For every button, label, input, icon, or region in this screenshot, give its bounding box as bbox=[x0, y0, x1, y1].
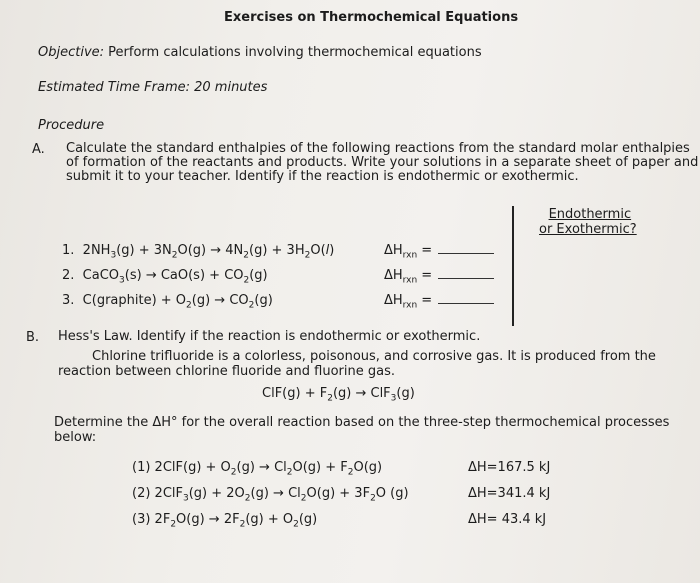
step-1-label: (1) bbox=[132, 460, 151, 475]
reaction-2-dh: $\Delta H_{rxn}$ = bbox=[384, 268, 494, 286]
dh-symbol: ΔH bbox=[384, 293, 403, 308]
objective-label: Objective: bbox=[38, 45, 105, 60]
step-3-dh: ΔH= 43.4 kJ bbox=[468, 512, 547, 527]
overall-reaction: $ClF(g) + F_2(g) \to ClF_3(g)$ bbox=[262, 386, 415, 404]
time-frame: Estimated Time Frame: 20 minutes bbox=[38, 80, 268, 95]
dh-subscript: rxn bbox=[402, 250, 418, 261]
step-2-dh: ΔH=341.4 kJ bbox=[468, 486, 551, 501]
reaction-2-num: 2. bbox=[62, 268, 75, 283]
determine-line-2: below: bbox=[54, 430, 97, 445]
dh-symbol: ΔH bbox=[384, 243, 403, 258]
answer-blank-2[interactable] bbox=[438, 268, 494, 279]
answer-blank-3[interactable] bbox=[438, 293, 494, 304]
reaction-3: 3. C(graphite) + $O_2(g) \to CO_2(g)$ bbox=[62, 293, 273, 311]
step-2-label: (2) bbox=[132, 486, 151, 501]
or-exothermic-label: or Exothermic? bbox=[539, 222, 637, 237]
section-a-letter: A. bbox=[32, 142, 45, 157]
section-b-letter: B. bbox=[26, 330, 40, 345]
dh-symbol: ΔH bbox=[384, 268, 403, 283]
objective bbox=[38, 45, 482, 60]
endo-exo-header bbox=[539, 207, 637, 237]
step-3-label: (3) bbox=[132, 512, 151, 527]
reaction-1-num: 1. bbox=[62, 243, 75, 258]
step-1-dh: ΔH=167.5 kJ bbox=[468, 460, 551, 475]
procedure-heading: Procedure bbox=[38, 118, 105, 133]
determine-line-1: Determine the ΔH° for the overall reaction based on the three-step thermochemical processes bbox=[54, 415, 670, 430]
endothermic-label: Endothermic bbox=[548, 207, 632, 222]
page-title: Exercises on Thermochemical Equations bbox=[224, 10, 519, 25]
section-a-line-2: of formation of the reactants and products. Write your solutions in a separate sheet of paper and bbox=[66, 155, 699, 170]
divider-line bbox=[512, 206, 514, 326]
reaction-2: 2. CaCO$_3$(s) → $CaO(s) + CO_2(g)$ bbox=[62, 268, 268, 286]
objective-text: Perform calculations involving thermochemical equations bbox=[108, 45, 482, 60]
section-b-line-2: reaction between chlorine fluoride and fluorine gas. bbox=[58, 364, 395, 379]
dh-subscript: rxn bbox=[402, 275, 418, 286]
section-b-line-1: Chlorine trifluoride is a colorless, poisonous, and corrosive gas. It is produced from the bbox=[92, 349, 656, 364]
dh-subscript: rxn bbox=[402, 300, 418, 311]
reaction-3-num: 3. bbox=[62, 293, 75, 308]
step-3: (3) $2F_2O(g) \to 2F_2(g) + O_2(g)$ bbox=[132, 512, 318, 530]
section-b-heading: Hess's Law. Identify if the reaction is endothermic or exothermic. bbox=[58, 329, 481, 344]
section-a-line-3: submit it to your teacher. Identify if the reaction is endothermic or exothermic. bbox=[66, 169, 579, 184]
reaction-1-dh: $\Delta H_{rxn}$ = bbox=[384, 243, 494, 261]
step-2: (2) $2ClF_3(g) + 2O_2(g) \to Cl_2O(g) + 3F_2O$ (g) bbox=[132, 486, 409, 504]
answer-blank-1[interactable] bbox=[438, 243, 494, 254]
reaction-1: 1. $2NH_3(g) + 3N_2O(g) \to 4N_2(g) + 3H_2O(l)$ bbox=[62, 243, 335, 261]
reaction-3-dh: $\Delta H_{rxn}$ = bbox=[384, 293, 494, 311]
section-a-line-1: Calculate the standard enthalpies of the following reactions from the standard molar enthalpies bbox=[66, 141, 690, 156]
step-1: (1) $2ClF(g) + O_2(g) \to Cl_2O(g) + F_2O(g)$ bbox=[132, 460, 383, 478]
